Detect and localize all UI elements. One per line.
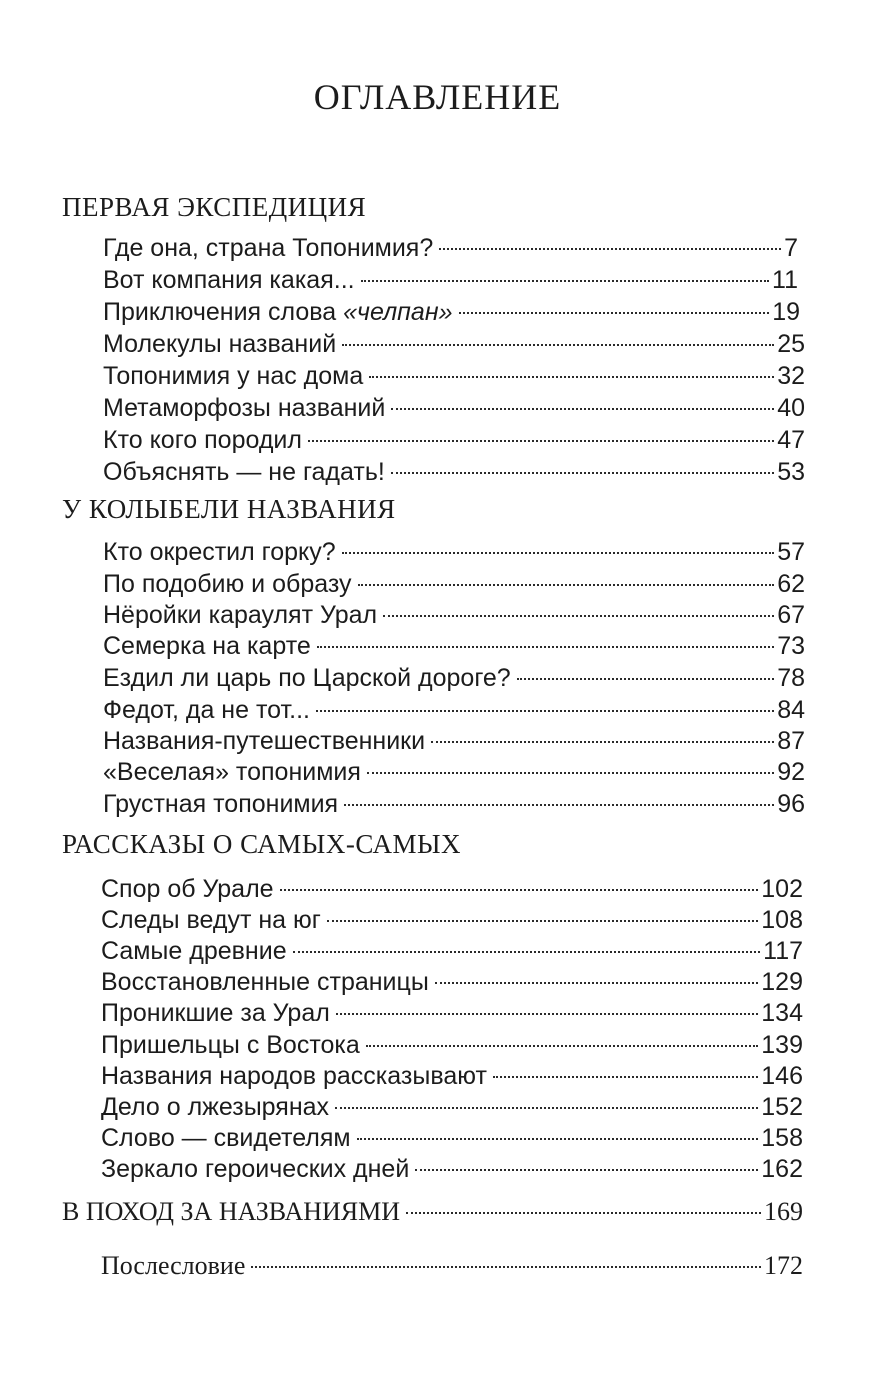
entry-title: Следы ведут на юг bbox=[101, 906, 321, 934]
toc-entry[interactable] bbox=[101, 935, 803, 967]
entry-page: 139 bbox=[761, 1031, 803, 1059]
entry-page: 84 bbox=[777, 696, 805, 724]
leader-dots bbox=[327, 920, 758, 922]
entry-page: 92 bbox=[777, 758, 805, 786]
leader-dots bbox=[366, 1045, 758, 1047]
leader-dots bbox=[357, 1138, 759, 1140]
leader-dots bbox=[517, 678, 774, 680]
leader-dots bbox=[335, 1107, 758, 1109]
leader-dots bbox=[367, 772, 774, 774]
leader-dots bbox=[317, 646, 774, 648]
toc-entry[interactable] bbox=[103, 788, 805, 820]
toc-entry-afterword[interactable] bbox=[101, 1250, 803, 1282]
entry-title: Кто окрестил горку? bbox=[103, 538, 336, 566]
entry-title: Зеркало героических дней bbox=[101, 1155, 410, 1183]
entry-page: 158 bbox=[761, 1124, 803, 1152]
entry-title: Семерка на карте bbox=[103, 632, 311, 660]
entry-page: 108 bbox=[761, 906, 803, 934]
entry-page: 172 bbox=[764, 1251, 803, 1280]
entry-page: 169 bbox=[764, 1197, 803, 1226]
entry-page: 47 bbox=[777, 426, 805, 454]
entry-page: 146 bbox=[761, 1062, 803, 1090]
toc-entry[interactable] bbox=[103, 232, 798, 264]
entry-page: 67 bbox=[777, 601, 805, 629]
toc-entry[interactable] bbox=[103, 725, 805, 757]
section-heading: В ПОХОД ЗА НАЗВАНИЯМИ bbox=[62, 1197, 401, 1226]
toc-entry[interactable] bbox=[103, 694, 805, 726]
entry-title: По подобию и образу bbox=[103, 570, 352, 598]
leader-dots bbox=[358, 584, 775, 586]
toc-section-entry[interactable] bbox=[62, 1196, 803, 1228]
section-heading: РАССКАЗЫ О САМЫХ-САМЫХ bbox=[62, 829, 462, 859]
entry-page: 134 bbox=[761, 999, 803, 1027]
entry-title: Дело о лжезырянах bbox=[101, 1093, 330, 1121]
leader-dots bbox=[459, 312, 770, 314]
entry-title: Самые древние bbox=[101, 937, 287, 965]
entry-title: Проникшие за Урал bbox=[101, 999, 330, 1027]
toc-entry[interactable] bbox=[103, 360, 805, 392]
toc-entry[interactable] bbox=[103, 536, 805, 568]
entry-title: Ездил ли царь по Царской дороге? bbox=[103, 664, 511, 692]
toc-entry[interactable] bbox=[101, 1122, 803, 1154]
leader-dots bbox=[316, 710, 774, 712]
leader-dots bbox=[439, 248, 781, 250]
entry-title bbox=[103, 296, 453, 328]
entry-page: 78 bbox=[777, 664, 805, 692]
section-heading: У КОЛЫБЕЛИ НАЗВАНИЯ bbox=[62, 494, 396, 524]
leader-dots bbox=[391, 408, 774, 410]
entry-page: 117 bbox=[763, 937, 803, 965]
leader-dots bbox=[342, 344, 774, 346]
entry-title-text: Приключения слова bbox=[103, 298, 344, 326]
entry-title: Спор об Урале bbox=[101, 875, 274, 903]
entry-page: 152 bbox=[761, 1093, 803, 1121]
entry-page: 40 bbox=[777, 394, 805, 422]
entry-page: 96 bbox=[777, 790, 805, 818]
entry-page: 53 bbox=[777, 458, 805, 486]
entry-title: Кто кого породил bbox=[103, 426, 302, 454]
entry-title: Пришельцы с Востока bbox=[101, 1031, 360, 1059]
leader-dots bbox=[493, 1076, 758, 1078]
entry-title: Названия народов рассказывают bbox=[101, 1062, 487, 1090]
leader-dots bbox=[391, 472, 774, 474]
leader-dots bbox=[431, 741, 774, 743]
toc-entry[interactable] bbox=[103, 630, 805, 662]
leader-dots bbox=[293, 951, 761, 953]
entry-title: Грустная топонимия bbox=[103, 790, 339, 818]
toc-entry[interactable] bbox=[101, 1153, 803, 1185]
toc-entry[interactable] bbox=[103, 392, 805, 424]
toc-entry[interactable] bbox=[101, 1060, 803, 1092]
toc-entry[interactable] bbox=[103, 662, 805, 694]
entry-page: 87 bbox=[777, 727, 805, 755]
entry-page: 25 bbox=[777, 330, 805, 358]
toc-entry[interactable] bbox=[103, 756, 805, 788]
entry-page: 57 bbox=[777, 538, 805, 566]
entry-title: Нёройки караулят Урал bbox=[103, 601, 378, 629]
section-heading: ПЕРВАЯ ЭКСПЕДИЦИЯ bbox=[62, 192, 367, 222]
entry-title: Федот, да не тот... bbox=[103, 696, 311, 724]
leader-dots bbox=[336, 1013, 758, 1015]
entry-title: Послесловие bbox=[101, 1251, 246, 1280]
toc-entry[interactable] bbox=[103, 456, 805, 488]
leader-dots bbox=[369, 376, 774, 378]
leader-dots bbox=[344, 804, 774, 806]
toc-entry[interactable] bbox=[101, 997, 803, 1029]
entry-title: Восстановленные страницы bbox=[101, 968, 429, 996]
toc-entry[interactable] bbox=[101, 966, 803, 998]
entry-title: Топонимия у нас дома bbox=[103, 362, 364, 390]
toc-entry[interactable] bbox=[101, 1029, 803, 1061]
leader-dots bbox=[308, 440, 774, 442]
entry-title: «Веселая» топонимия bbox=[103, 758, 361, 786]
entry-page: 19 bbox=[772, 298, 800, 326]
leader-dots bbox=[251, 1266, 761, 1268]
leader-dots bbox=[383, 615, 774, 617]
leader-dots bbox=[342, 552, 775, 554]
entry-title-italic: «челпан» bbox=[343, 298, 453, 326]
entry-page: 32 bbox=[777, 362, 805, 390]
entry-title: Молекулы названий bbox=[103, 330, 337, 358]
leader-dots bbox=[280, 889, 759, 891]
toc-entry[interactable] bbox=[103, 568, 805, 600]
entry-title: Метаморфозы названий bbox=[103, 394, 386, 422]
entry-title: Вот компания какая... bbox=[103, 266, 355, 294]
leader-dots bbox=[361, 280, 769, 282]
entry-page: 11 bbox=[772, 266, 798, 294]
leader-dots bbox=[435, 982, 758, 984]
entry-title: Названия-путешественники bbox=[103, 727, 426, 755]
entry-page: 62 bbox=[777, 570, 805, 598]
toc-entry[interactable] bbox=[101, 904, 803, 936]
toc-entry[interactable] bbox=[103, 328, 805, 360]
toc-entry[interactable] bbox=[103, 599, 805, 631]
leader-dots bbox=[415, 1169, 758, 1171]
entry-page: 7 bbox=[784, 234, 798, 262]
leader-dots bbox=[406, 1212, 761, 1214]
toc-entry[interactable] bbox=[103, 424, 805, 456]
toc-entry[interactable] bbox=[101, 873, 803, 905]
entry-page: 102 bbox=[761, 875, 803, 903]
entry-title: Объяснять — не гадать! bbox=[103, 458, 385, 486]
entry-page: 73 bbox=[777, 632, 805, 660]
entry-page: 162 bbox=[761, 1155, 803, 1183]
toc-entry[interactable] bbox=[101, 1091, 803, 1123]
entry-title: Слово — свидетелям bbox=[101, 1124, 351, 1152]
entry-page: 129 bbox=[761, 968, 803, 996]
page-title: ОГЛАВЛЕНИЕ bbox=[313, 77, 562, 117]
entry-title: Где она, страна Топонимия? bbox=[103, 234, 434, 262]
toc-entry[interactable] bbox=[103, 264, 798, 296]
toc-entry[interactable] bbox=[103, 296, 800, 328]
